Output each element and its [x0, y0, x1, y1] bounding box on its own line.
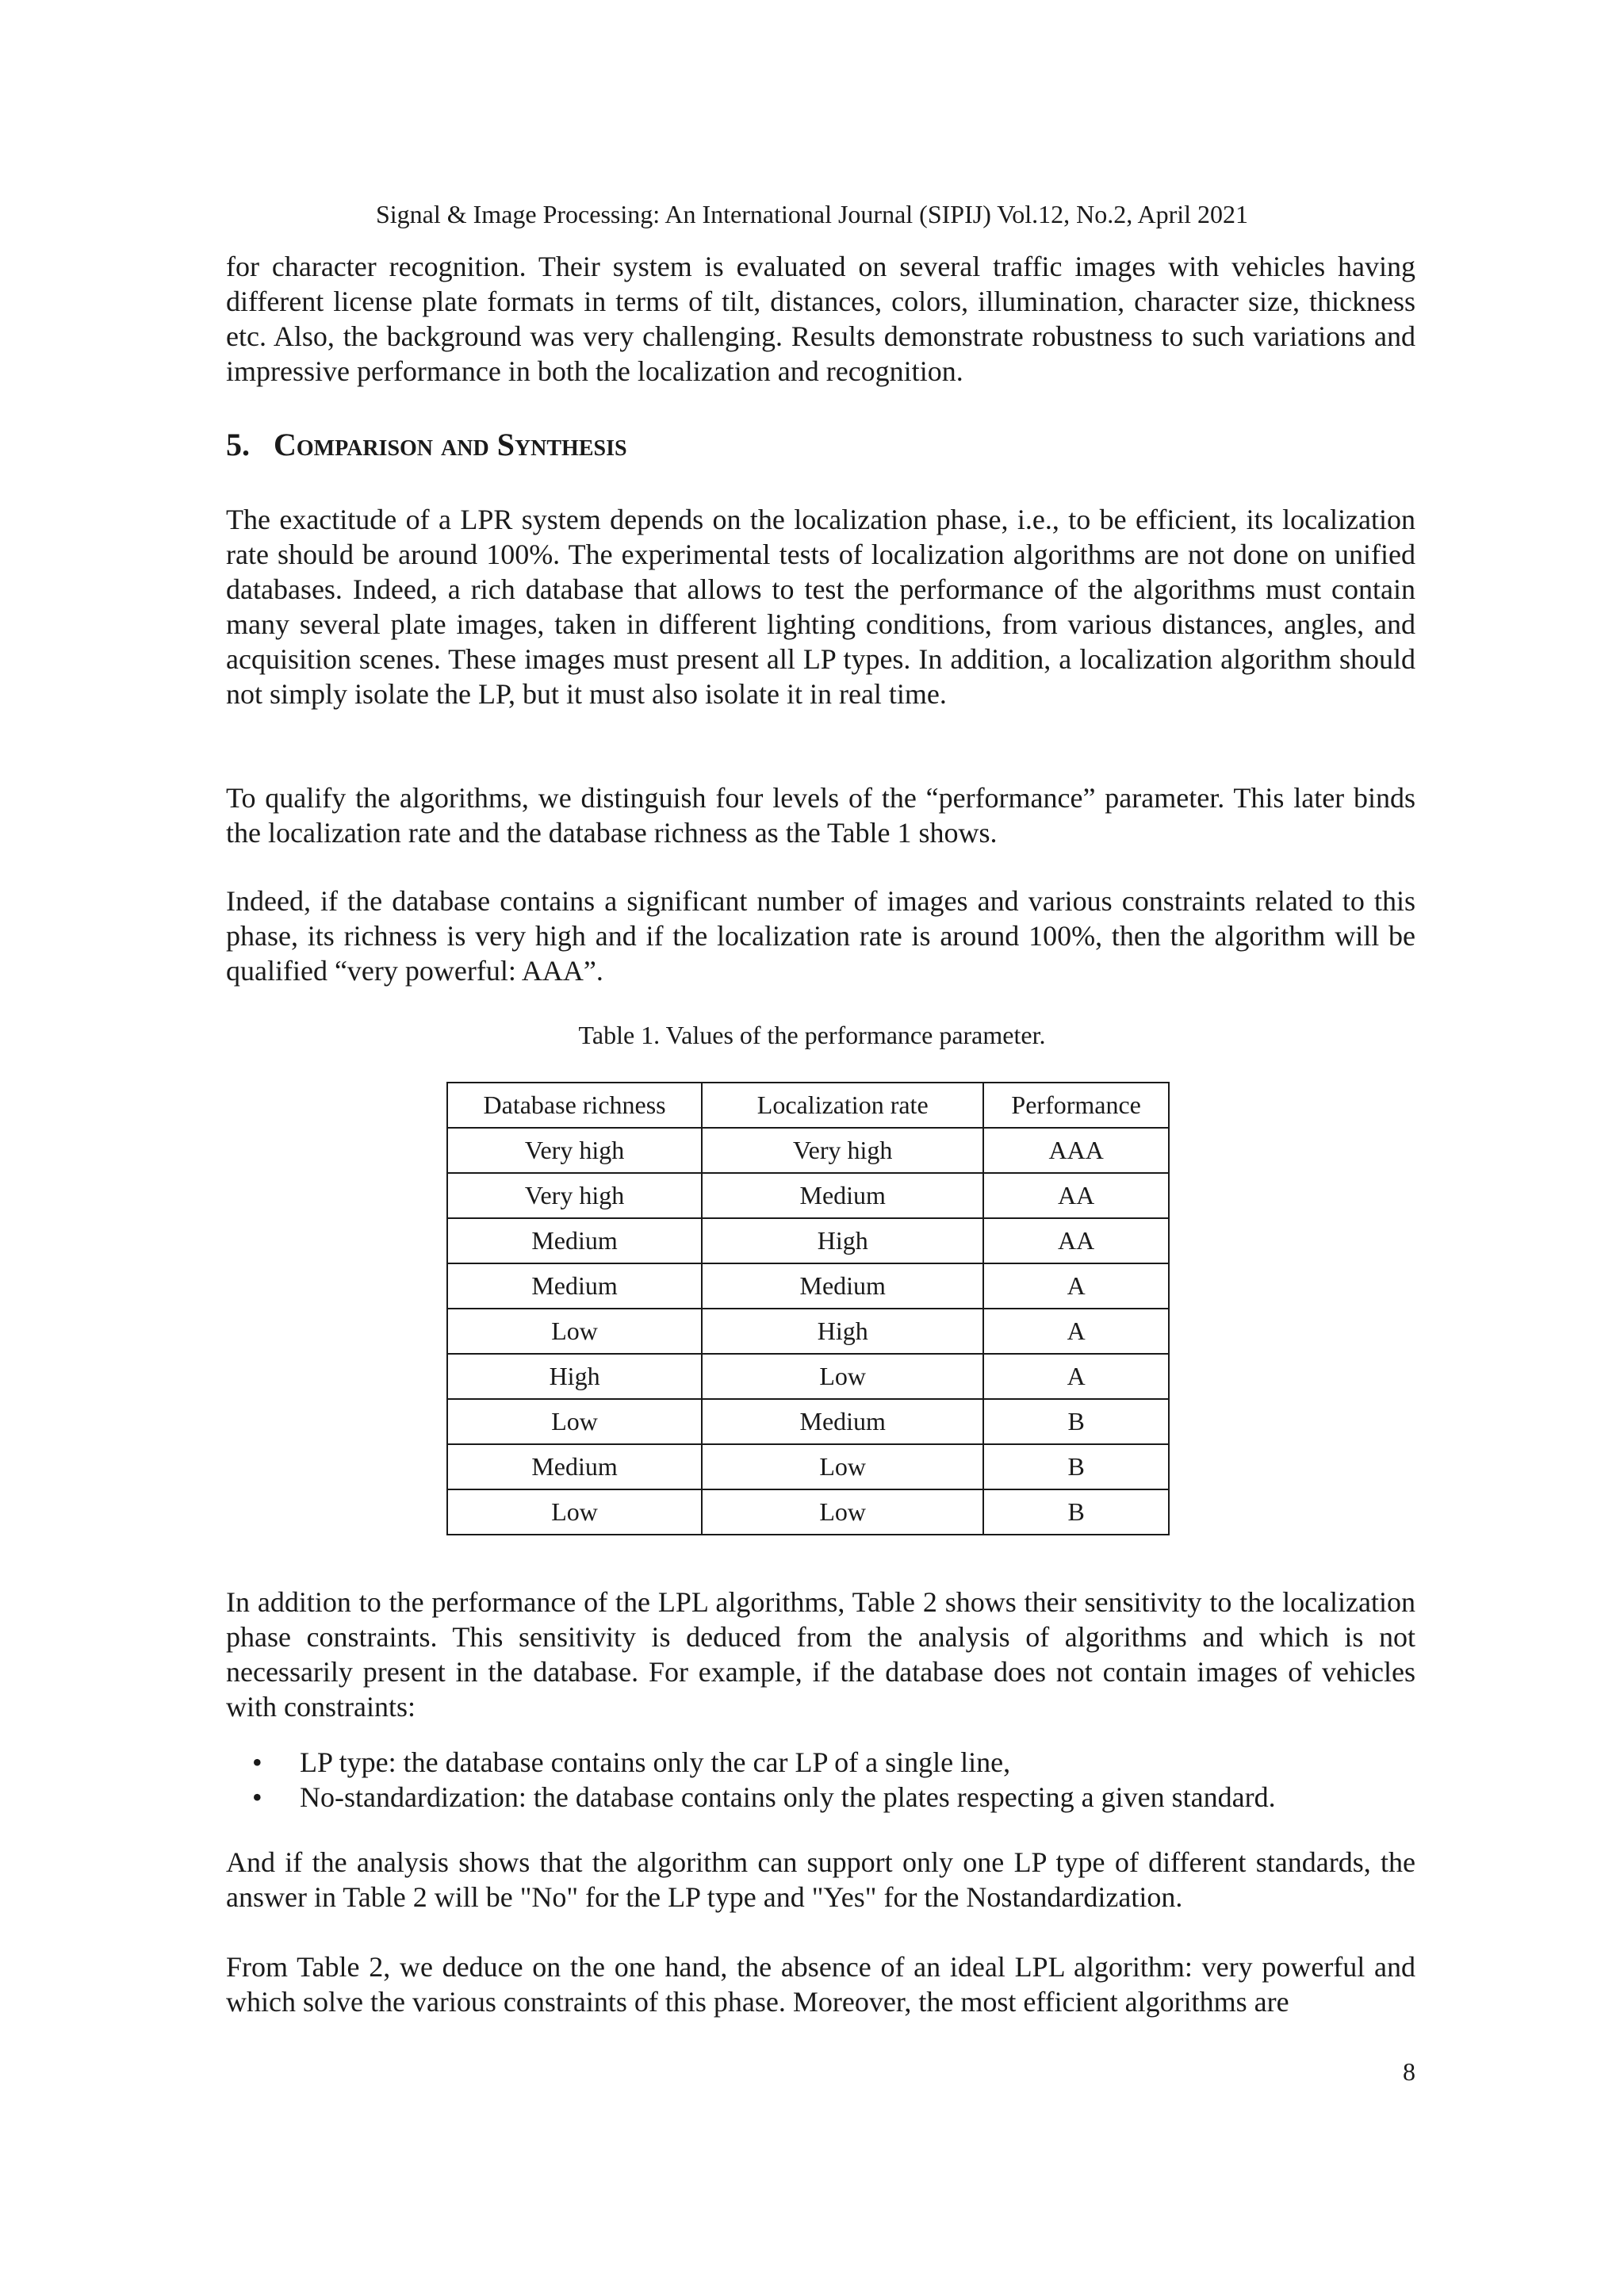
column-header: Localization rate: [702, 1083, 983, 1128]
table-cell: Medium: [447, 1444, 702, 1489]
table-cell: Low: [447, 1489, 702, 1535]
table-cell: High: [702, 1309, 983, 1354]
section-title: Comparison and Synthesis: [274, 427, 627, 462]
paragraph-deduce: [226, 1949, 1415, 2019]
table-cell: Medium: [702, 1263, 983, 1309]
table-cell: Low: [702, 1444, 983, 1489]
list-item-text: No-standardization: the database contains only the plates respecting a given standard.: [300, 1781, 1276, 1813]
paragraph: Indeed, if the database contains a significant number of images and various constraints related to this phase, its richness is very high and if the localization rate is around 100%, then the algorithm will be qualified “very powerful: AAA”.: [226, 885, 1415, 987]
table-cell: B: [983, 1444, 1169, 1489]
constraint-list: [226, 1745, 1415, 1815]
paragraph: And if the analysis shows that the algorithm can support only one LP type of different standards, the answer in Table 2 will be "No" for the LP type and "Yes" for the Nostandardization.: [226, 1846, 1415, 1913]
paragraph: for character recognition. Their system is evaluated on several traffic images with vehicles having different license plate formats in terms of tilt, distances, colors, illumination, character size, thickness etc. Also, the background was very challenging. Results demonstrate robustness to such variations and impressive performance in both the localization and recognition.: [226, 251, 1415, 387]
table-cell: Medium: [702, 1399, 983, 1444]
table-caption: Table 1. Values of the performance parameter.: [578, 1021, 1046, 1049]
running-header: Signal & Image Processing: An International Journal (SIPIJ) Vol.12, No.2, April 2021: [375, 200, 1249, 228]
section-number: 5.: [226, 427, 250, 462]
table-cell: AA: [983, 1218, 1169, 1263]
table-cell: Very high: [447, 1128, 702, 1173]
paragraph-indeed: [226, 884, 1415, 988]
table-row: [447, 1354, 1169, 1399]
paragraph: In addition to the performance of the LPL algorithms, Table 2 shows their sensitivity to the localization phase constraints. This sensitivity is deduced from the analysis of algorithms and which is not necessarily present in the database. For example, if the database does not contain images of vehicles with constraints:: [226, 1586, 1415, 1723]
table-row: [447, 1444, 1169, 1489]
table-cell: Low: [702, 1489, 983, 1535]
column-header: Performance: [983, 1083, 1169, 1128]
paragraph-exactitude: [226, 502, 1415, 711]
table-cell: A: [983, 1309, 1169, 1354]
table-cell: Very high: [447, 1173, 702, 1218]
table-row: [447, 1218, 1169, 1263]
table-cell: AA: [983, 1173, 1169, 1218]
table-cell: High: [702, 1218, 983, 1263]
paragraph-analysis: [226, 1845, 1415, 1915]
paragraph-qualify: [226, 780, 1415, 850]
table-cell: B: [983, 1489, 1169, 1535]
paragraph: The exactitude of a LPR system depends on the localization phase, i.e., to be efficient, its localization rate should be around 100%. The experimental tests of localization algorithms are not done on unified databases. Indeed, a rich database that allows to test the performance of the algorithms must contain many several plate images, taken in different lighting conditions, from various distances, angles, and acquisition scenes. These images must present all LP types. In addition, a localization algorithm should not simply isolate the LP, but it must also isolate it in real time.: [226, 504, 1415, 710]
paragraph: From Table 2, we deduce on the one hand, the absence of an ideal LPL algorithm: very powerful and which solve the various constraints of this phase. Moreover, the most efficient algorithms are: [226, 1951, 1415, 2018]
paragraph: To qualify the algorithms, we distinguish four levels of the “performance” parameter. This later binds the localization rate and the database richness as the Table 1 shows.: [226, 782, 1415, 849]
table-header-row: [447, 1083, 1169, 1128]
table-row: [447, 1399, 1169, 1444]
table-row: [447, 1173, 1169, 1218]
section-heading: [226, 425, 627, 465]
table-cell: Low: [447, 1399, 702, 1444]
table-cell: A: [983, 1263, 1169, 1309]
performance-table: [446, 1082, 1170, 1535]
paragraph-continuation: [226, 249, 1415, 389]
table-row: [447, 1489, 1169, 1535]
table-row: [447, 1128, 1169, 1173]
list-item: [226, 1780, 1415, 1815]
table-cell: A: [983, 1354, 1169, 1399]
table-cell: AAA: [983, 1128, 1169, 1173]
table-row: [447, 1309, 1169, 1354]
column-header: Database richness: [447, 1083, 702, 1128]
table-cell: B: [983, 1399, 1169, 1444]
list-item-text: LP type: the database contains only the car LP of a single line,: [300, 1746, 1011, 1778]
table-cell: High: [447, 1354, 702, 1399]
list-item: [226, 1745, 1415, 1780]
table-cell: Medium: [447, 1263, 702, 1309]
table-cell: Medium: [447, 1218, 702, 1263]
bullet-marker: •: [252, 1781, 262, 1813]
table-row: [447, 1263, 1169, 1309]
table-cell: Low: [702, 1354, 983, 1399]
table-cell: Very high: [702, 1128, 983, 1173]
bullet-marker: •: [252, 1746, 262, 1778]
table-cell: Medium: [702, 1173, 983, 1218]
table-cell: Low: [447, 1309, 702, 1354]
page-number: 8: [1403, 2057, 1415, 2086]
paragraph-sensitivity: [226, 1585, 1415, 1724]
